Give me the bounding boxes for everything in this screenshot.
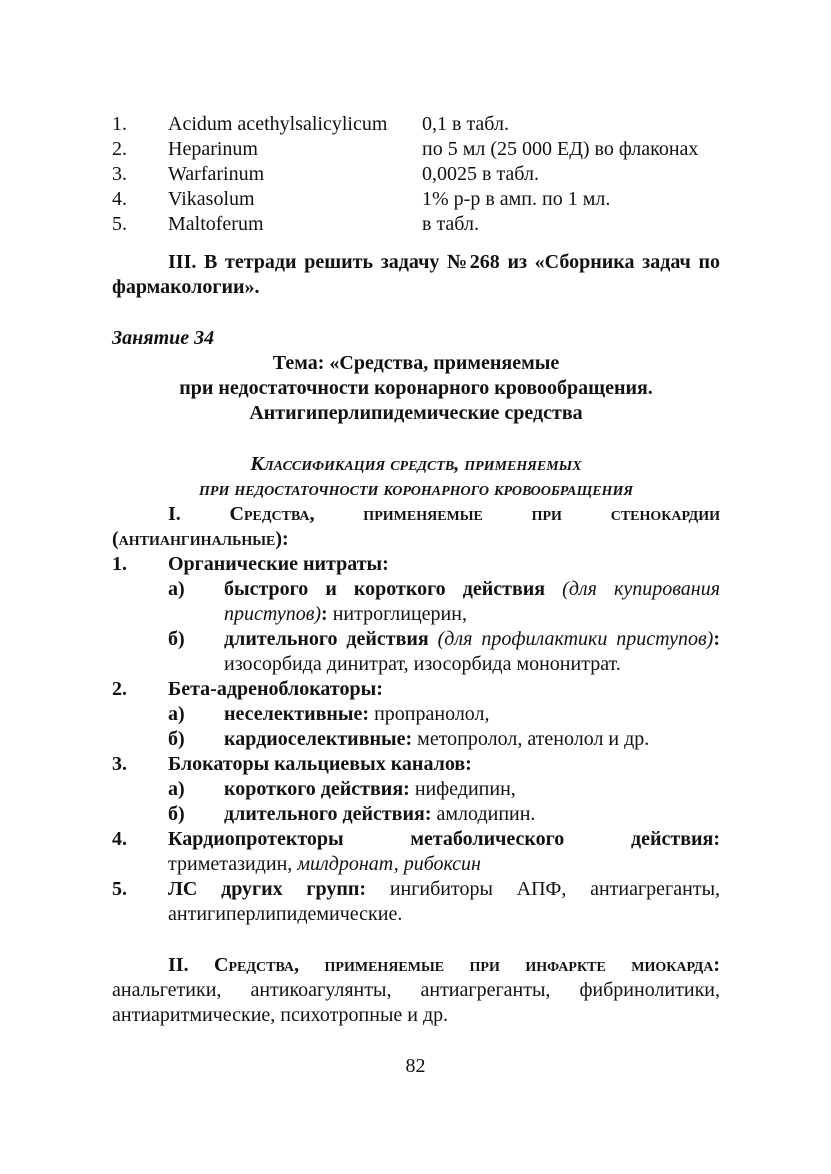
item-title: Бета-адреноблокаторы: bbox=[168, 678, 383, 700]
sub-item-italic: (для профилактики приступов) bbox=[437, 628, 714, 650]
sub-item-text bbox=[224, 727, 720, 752]
theme-line: Антигиперлипидемические средства bbox=[249, 402, 583, 424]
sub-item-text bbox=[224, 802, 720, 827]
drug-form: 1% р-р в амп. по 1 мл. bbox=[422, 188, 611, 210]
item-number: 1. bbox=[112, 553, 127, 575]
sub-item-bold: длительного действия bbox=[224, 628, 429, 650]
list-item bbox=[112, 677, 720, 702]
sub-item-text bbox=[224, 702, 720, 727]
sub-item-bold: быстрого и короткого действия bbox=[224, 578, 546, 600]
sub-item-text bbox=[224, 777, 720, 802]
sub-item-letter: б) bbox=[168, 628, 185, 650]
drug-name: Maltoferum bbox=[168, 213, 264, 235]
sub-item bbox=[112, 702, 720, 727]
drug-list bbox=[112, 112, 720, 237]
section-2-title: II. Средства, применяемые при инфаркте миокарда: bbox=[168, 954, 720, 976]
item-text bbox=[168, 877, 720, 927]
item-number: 4. bbox=[112, 828, 127, 850]
item-text bbox=[168, 827, 720, 877]
sub-item-bold: кардиоселективные: bbox=[224, 728, 413, 750]
sub-item-letter: а) bbox=[168, 578, 185, 600]
drug-row bbox=[112, 162, 720, 187]
sub-item-letter: б) bbox=[168, 728, 185, 750]
item-number: 5. bbox=[112, 878, 127, 900]
sub-item-text: длительного действия (для профилактики приступов): изосорбида динитрат, изосорбида мононитрат. bbox=[224, 628, 720, 675]
list-item bbox=[112, 752, 720, 777]
sub-item bbox=[112, 727, 720, 752]
sub-item-bold: неселективные: bbox=[224, 703, 370, 725]
item-bold: Кардиопротекторы метаболического действия: bbox=[168, 828, 720, 850]
sub-item-rest: амлодипин. bbox=[436, 803, 536, 825]
drug-row bbox=[112, 187, 720, 212]
item-rest: триметазидин, bbox=[168, 853, 293, 875]
classification-title-line: Классификация средств, применяемых bbox=[250, 453, 582, 475]
item-rest: ингибиторы АПФ, антиагреганты, антигиперлипидемические. bbox=[168, 878, 721, 925]
list-item bbox=[112, 877, 720, 927]
sub-item bbox=[112, 577, 720, 627]
page-number: 82 bbox=[405, 1055, 426, 1077]
drug-name: Heparinum bbox=[168, 138, 258, 160]
drug-number: 2. bbox=[112, 138, 127, 160]
sub-item-text: быстрого и короткого действия (для купирования приступов): нитроглицерин, bbox=[224, 578, 720, 625]
sub-item bbox=[112, 802, 720, 827]
drug-row bbox=[112, 112, 720, 137]
drug-name: Acidum acethylsalicylicum bbox=[168, 113, 388, 135]
sub-item-rest: нитроглицерин, bbox=[332, 603, 467, 625]
sub-item-letter: а) bbox=[168, 703, 185, 725]
sub-item bbox=[112, 777, 720, 802]
item-number: 2. bbox=[112, 678, 127, 700]
drug-name: Warfarinum bbox=[168, 163, 265, 185]
theme-line: Тема: «Средства, применяемые bbox=[272, 352, 560, 374]
drug-form: 0,1 в табл. bbox=[422, 113, 509, 135]
drug-number: 5. bbox=[112, 213, 127, 235]
drug-form: по 5 мл (25 000 ЕД) во флаконах bbox=[422, 138, 699, 160]
list-item bbox=[112, 827, 720, 877]
lesson-theme bbox=[112, 351, 720, 426]
item-italic: милдронат, рибоксин bbox=[297, 853, 481, 875]
sub-item-bold: длительного действия: bbox=[224, 803, 432, 825]
classification-title bbox=[112, 452, 720, 502]
drug-name: Vikasolum bbox=[168, 188, 255, 210]
item-title: Органические нитраты: bbox=[168, 553, 389, 575]
drug-form: в табл. bbox=[422, 213, 479, 235]
drug-number: 3. bbox=[112, 163, 127, 185]
sub-item-bold: короткого действия: bbox=[224, 778, 410, 800]
drug-number: 1. bbox=[112, 113, 127, 135]
drug-number: 4. bbox=[112, 188, 127, 210]
classification-title-line: при недостаточности коронарного кровообращения bbox=[199, 478, 633, 500]
sub-item-rest: нифедипин, bbox=[414, 778, 516, 800]
sub-item-letter: б) bbox=[168, 803, 185, 825]
page-content bbox=[112, 112, 720, 1028]
item-title: Блокаторы кальциевых каналов: bbox=[168, 753, 472, 775]
sub-item-rest: пропранолол, bbox=[374, 703, 490, 725]
item-number: 3. bbox=[112, 753, 127, 775]
item-bold: ЛС других групп: bbox=[168, 878, 367, 900]
sub-item-rest: изосорбида динитрат, изосорбида мононитрат. bbox=[224, 653, 621, 675]
drug-row bbox=[112, 137, 720, 162]
theme-line: при недостаточности коронарного кровообращения. bbox=[179, 377, 653, 399]
lesson-label: Занятие 34 bbox=[112, 327, 215, 349]
sub-item-italic: (для купирования приступов) bbox=[224, 578, 720, 625]
homework-task: III. В тетради решить задачу №268 из «Сборника задач по фармакологии». bbox=[112, 251, 720, 298]
sub-item-rest: метопролол, атенолол и др. bbox=[417, 728, 650, 750]
sub-item-letter: а) bbox=[168, 778, 185, 800]
section-heading-2 bbox=[112, 953, 720, 1028]
drug-form: 0,0025 в табл. bbox=[422, 163, 539, 185]
sub-item bbox=[112, 627, 720, 677]
drug-row bbox=[112, 212, 720, 237]
section-2-text: анальгетики, антикоагулянты, антиагреганты, фибринолитики, антиаритмические, психотропные и др. bbox=[112, 979, 720, 1026]
list-item bbox=[112, 552, 720, 577]
section-heading-1: I. Средства, применяемые при стенокардии (антиангинальные): bbox=[112, 503, 720, 550]
